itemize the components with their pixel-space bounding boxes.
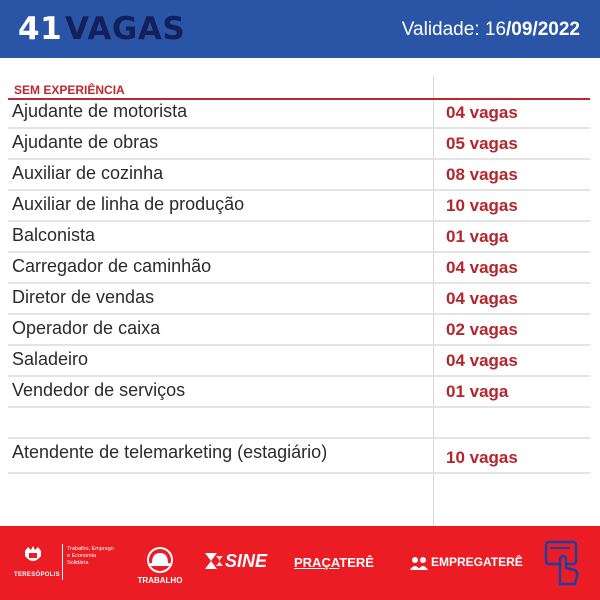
praca-tere-logo: PRAÇATERÊ	[294, 555, 374, 570]
city-name: TERESÓPOLIS	[14, 572, 60, 578]
validity-day: 16	[484, 19, 507, 40]
table-row	[0, 160, 600, 191]
job-title: Auxiliar de linha de produção	[12, 194, 245, 214]
row-divider	[8, 472, 590, 474]
trabalho-label: TRABALHO	[137, 576, 183, 585]
job-title: Carregador de caminhão	[12, 256, 212, 276]
job-title: Balconista	[12, 225, 96, 245]
validity-date	[402, 19, 580, 41]
table-row	[0, 98, 600, 129]
job-title: Atendente de telemarketing (estagiário)	[12, 442, 328, 462]
helmet-icon	[146, 546, 174, 574]
city-crest-icon	[22, 544, 44, 566]
job-title: Ajudante de motorista	[12, 101, 188, 121]
table-row	[0, 439, 600, 474]
job-title: Ajudante de obras	[12, 132, 159, 152]
job-quantity: 04 vagas	[446, 351, 518, 370]
table-row-empty	[0, 408, 600, 439]
sine-label: SINE	[225, 550, 268, 571]
table-row	[0, 284, 600, 315]
job-quantity: 08 vagas	[446, 165, 518, 184]
department-name: Trabalho, Emprego e Economia Solidária	[67, 546, 114, 566]
job-title: Auxiliar de cozinha	[12, 163, 164, 183]
empregatere-label: EMPREGATERÊ	[431, 555, 523, 569]
footer-logo-bar	[0, 526, 600, 600]
job-title: Diretor de vendas	[12, 287, 155, 307]
people-icon	[410, 556, 428, 570]
job-title: Vendedor de serviços	[12, 380, 186, 400]
job-quantity: 05 vagas	[446, 134, 518, 153]
jobs-table	[0, 58, 600, 526]
job-quantity: 10 vagas	[446, 448, 518, 467]
vacancy-count: 41	[18, 11, 63, 47]
table-row	[0, 377, 600, 408]
table-row	[0, 315, 600, 346]
job-quantity: 04 vagas	[446, 103, 518, 122]
job-title: Operador de caixa	[12, 318, 161, 338]
job-quantity: 01 vaga	[446, 227, 509, 246]
section-title: SEM EXPERIÊNCIA	[14, 83, 125, 97]
trabalho-logo	[137, 546, 183, 590]
job-quantity: 01 vaga	[446, 382, 509, 401]
hand-pointer-icon	[540, 538, 584, 590]
logo-separator	[62, 544, 63, 580]
teresopolis-logo	[14, 542, 144, 590]
header-bar	[0, 0, 600, 58]
table-row	[0, 253, 600, 284]
job-title: Saladeiro	[12, 349, 89, 369]
job-quantity: 04 vagas	[446, 289, 518, 308]
job-quantity: 02 vagas	[446, 320, 518, 339]
sine-mark-icon	[203, 551, 225, 571]
table-row	[0, 222, 600, 253]
job-quantity: 04 vagas	[446, 258, 518, 277]
vacancy-word: VAGAS	[65, 11, 186, 47]
job-quantity: 10 vagas	[446, 196, 518, 215]
table-row	[0, 346, 600, 377]
sine-logo	[203, 550, 267, 576]
validity-label: Validade:	[401, 19, 480, 40]
table-row	[0, 129, 600, 160]
validity-month-year: /09/2022	[506, 19, 580, 40]
table-row	[0, 191, 600, 222]
empregatere-logo	[410, 555, 523, 570]
